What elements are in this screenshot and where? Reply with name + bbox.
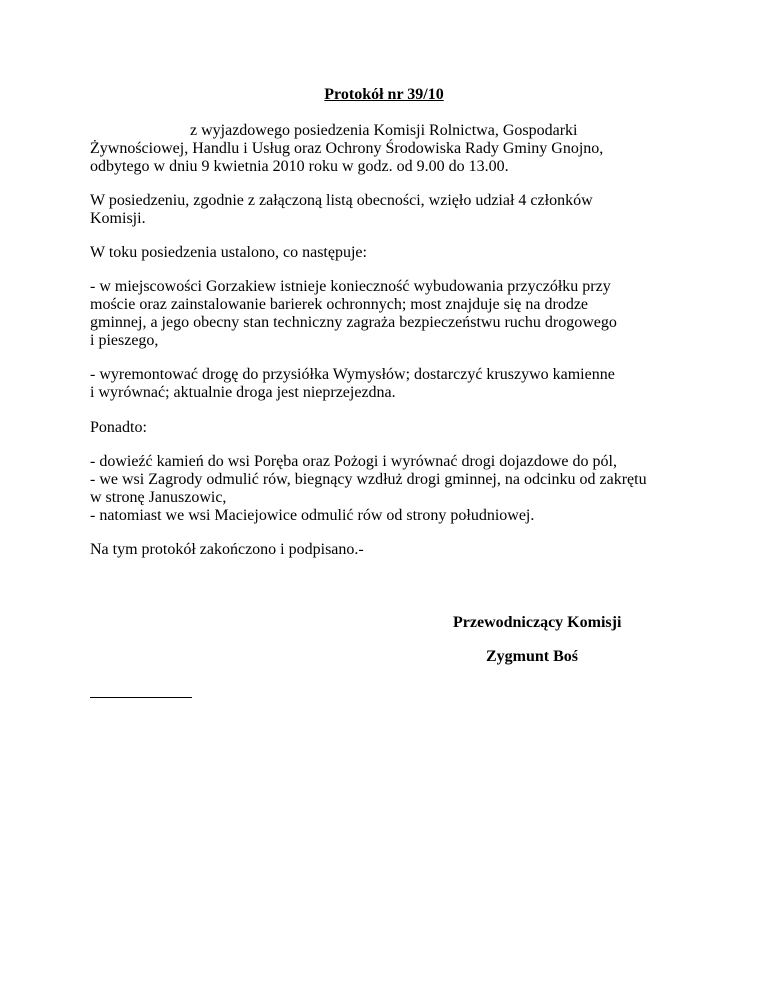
additional-line-4: - natomiast we wsi Maciejowice odmulić rów od strony południowej. bbox=[90, 507, 535, 524]
signature-name: Zygmunt Boś bbox=[486, 648, 579, 665]
additional-line-2: - we wsi Zagrody odmulić rów, biegnący wzdłuż drogi gminnej, na odcinku od zakrętu bbox=[90, 471, 647, 488]
furthermore-heading: Ponadto: bbox=[90, 419, 147, 436]
additional-line-3: w stronę Januszowic, bbox=[90, 489, 227, 506]
intro-line-2: Żywnościowej, Handlu i Usług oraz Ochrony Środowiska Rady Gminy Gnojno, bbox=[90, 140, 604, 157]
intro-line-1: z wyjazdowego posiedzenia Komisji Rolnictwa, Gospodarki bbox=[190, 122, 578, 139]
finding-1-line-2: moście oraz zainstalowanie barierek ochronnych; most znajduje się na drodze bbox=[90, 296, 589, 313]
finding-2-line-2: i wyrównać; aktualnie droga jest nieprzejezdna. bbox=[90, 384, 396, 401]
closing-statement: Na tym protokół zakończono i podpisano.- bbox=[90, 541, 364, 558]
attendance-line-2: Komisji. bbox=[90, 210, 146, 227]
footnote-separator bbox=[90, 697, 192, 698]
additional-line-1: - dowieźć kamień do wsi Poręba oraz Pożogi i wyrównać drogi dojazdowe do pól, bbox=[90, 453, 617, 470]
finding-1-line-3: gminnej, a jego obecny stan techniczny zagraża bezpieczeństwu ruchu drogowego bbox=[90, 314, 617, 331]
findings-intro: W toku posiedzenia ustalono, co następuje: bbox=[90, 244, 367, 261]
signature-role: Przewodniczący Komisji bbox=[453, 614, 622, 631]
document-title: Protokół nr 39/10 bbox=[324, 86, 444, 103]
intro-line-3: odbytego w dniu 9 kwietnia 2010 roku w godz. od 9.00 do 13.00. bbox=[90, 158, 509, 175]
finding-2-line-1: - wyremontować drogę do przysiółka Wymysłów; dostarczyć kruszywo kamienne bbox=[90, 366, 615, 383]
finding-1-line-4: i pieszego, bbox=[90, 332, 159, 349]
finding-1-line-1: - w miejscowości Gorzakiew istnieje konieczność wybudowania przyczółku przy bbox=[90, 278, 611, 295]
attendance-line-1: W posiedzeniu, zgodnie z załączoną listą obecności, wzięło udział 4 członków bbox=[90, 192, 593, 209]
